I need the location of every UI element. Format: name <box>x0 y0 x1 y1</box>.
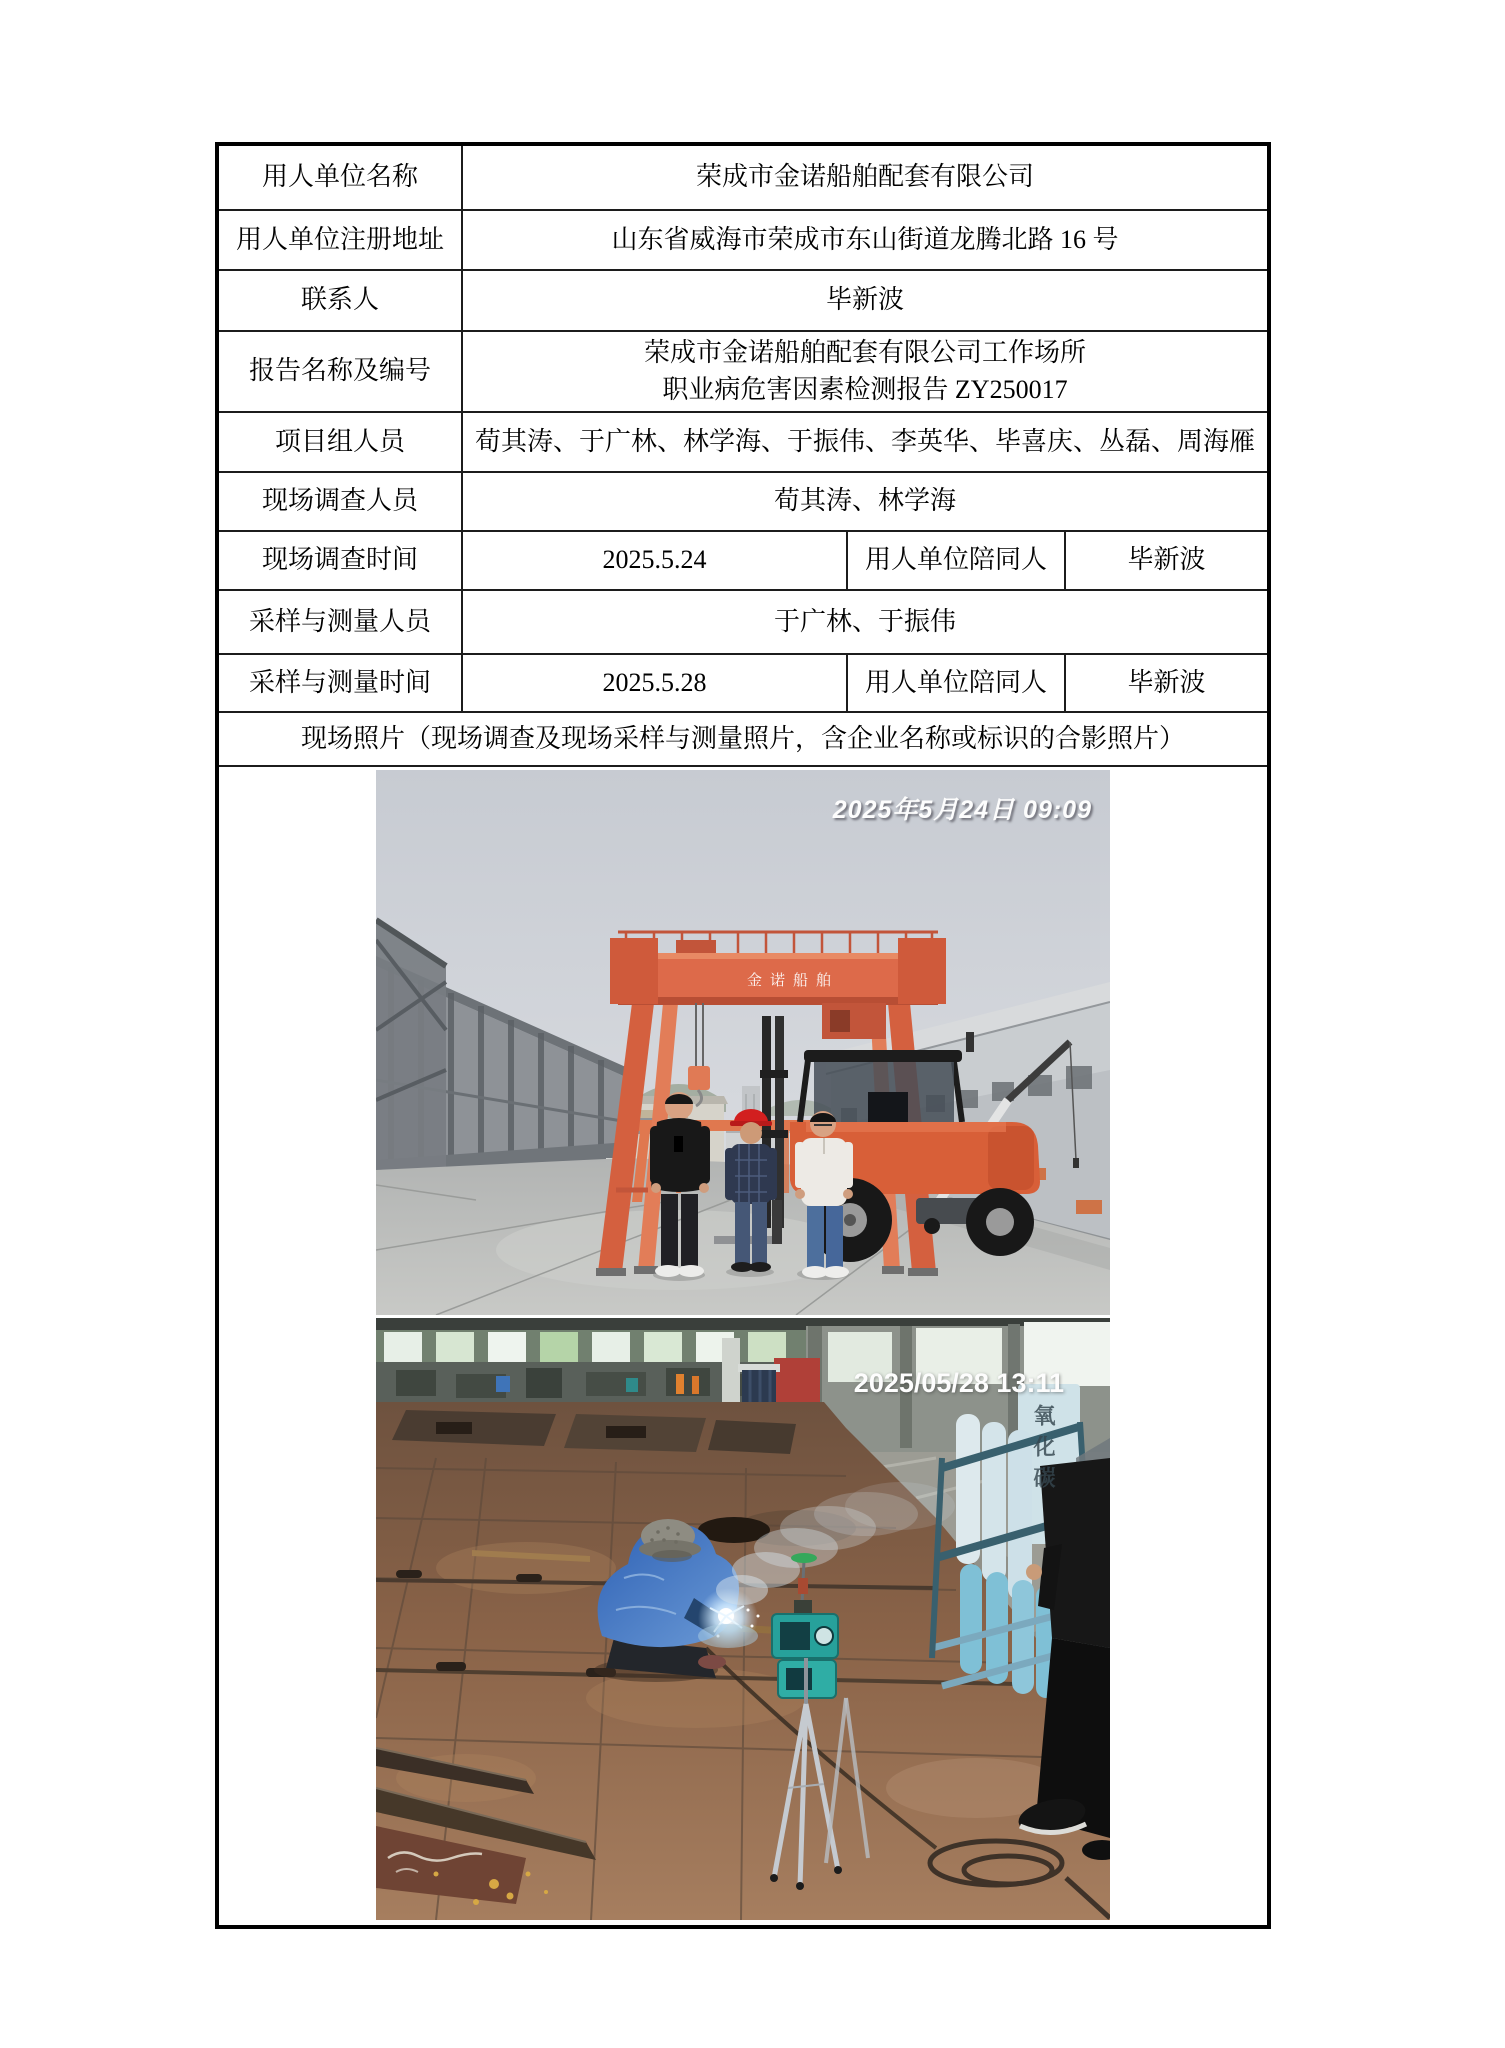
row-survey-date <box>219 530 1267 589</box>
sampling-staff-label: 采样与测量人员 <box>248 606 431 636</box>
employer-name-label: 用人单位名称 <box>261 162 418 192</box>
row-report-name-number <box>219 330 1267 411</box>
project-team-value: 荀其涛、于广林、林学海、于振伟、李英华、毕喜庆、丛磊、周海雁 <box>461 413 1267 471</box>
report-name-line1: 荣成市金诺船舶配套有限公司工作场所 <box>643 338 1086 368</box>
photos-header: 现场照片（现场调查及现场采样与测量照片，含企业名称或标识的合影照片） <box>300 723 1185 753</box>
crane-brand-text: 金诺船舶 <box>746 972 839 989</box>
survey-date-label: 现场调查时间 <box>261 545 418 575</box>
contact-person-value: 毕新波 <box>461 271 1267 330</box>
sampling-escort-label: 用人单位陪同人 <box>846 655 1064 711</box>
registered-address-value: 山东省威海市荣成市东山街道龙腾北路 16 号 <box>461 211 1267 269</box>
survey-staff-value: 荀其涛、林学海 <box>461 473 1267 530</box>
row-contact-person <box>219 269 1267 330</box>
report-name-value <box>461 332 1267 411</box>
sampling-date-label: 采样与测量时间 <box>248 667 431 697</box>
photo1-timestamp: 2025年5月24日 09:09 <box>832 796 1092 824</box>
registered-address-label: 用人单位注册地址 <box>235 224 444 254</box>
row-sampling-date <box>219 653 1267 711</box>
survey-escort-value: 毕新波 <box>1064 532 1267 589</box>
welding-photo-illustration <box>376 1318 1110 1920</box>
survey-escort-label: 用人单位陪同人 <box>846 532 1064 589</box>
sampling-staff-value: 于广林、于振伟 <box>461 591 1267 653</box>
row-survey-staff <box>219 471 1267 530</box>
survey-date-value: 2025.5.24 <box>461 532 846 589</box>
project-team-label: 项目组人员 <box>274 426 405 456</box>
row-sampling-staff <box>219 589 1267 653</box>
contact-person-label: 联系人 <box>300 285 379 315</box>
outdoor-photo-illustration <box>376 770 1110 1315</box>
cylinder-label-text: 氧化碳 <box>1031 1404 1056 1497</box>
row-employer-name <box>219 146 1267 209</box>
report-name-label: 报告名称及编号 <box>248 356 431 386</box>
survey-staff-label: 现场调查人员 <box>261 486 418 516</box>
report-name-line2: 职业病危害因素检测报告 ZY250017 <box>662 374 1068 404</box>
site-photo-outdoor <box>376 770 1110 1315</box>
row-project-team <box>219 411 1267 471</box>
sampling-date-value: 2025.5.28 <box>461 655 846 711</box>
sampling-escort-value: 毕新波 <box>1064 655 1267 711</box>
site-photo-welding <box>376 1318 1110 1920</box>
row-photos-header <box>219 711 1267 765</box>
employer-name-value: 荣成市金诺船舶配套有限公司 <box>461 146 1267 209</box>
photo2-timestamp: 2025/05/28 13:11 <box>853 1368 1064 1398</box>
row-registered-address <box>219 209 1267 269</box>
